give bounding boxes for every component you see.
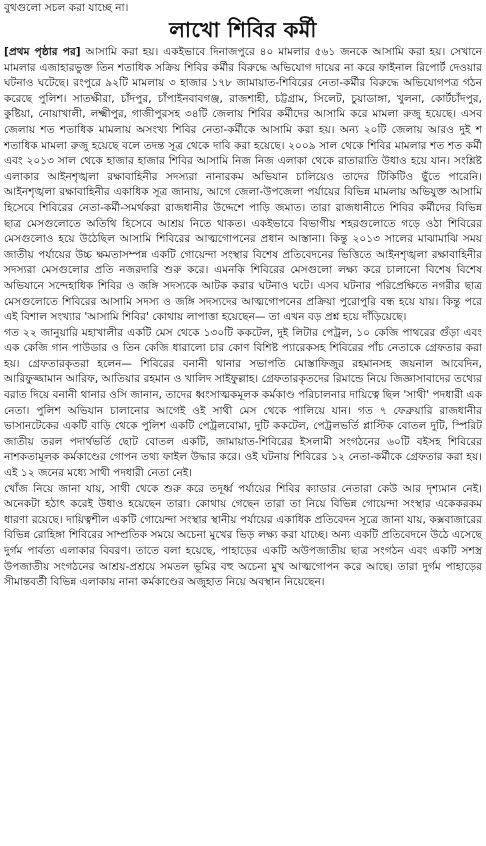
article-paragraph-2: গত ২২ জানুয়ারি মহাখালীর একটি মেস থেকে ১৩০টি ককটেল, দুই লিটার পেট্রল, ১০ কেজি পাথরের গুঁড়া এবং এক কেজি গান পাউডার ও তিন কেজি ধারালো চার কোণ বিশিষ্ট প্যারেকসহ শিবিরের পাঁচ নেতাকে গ্রেফতার করা হয়। গ্রেফতারকৃতরা হলেন— শিবিরের বনানী থানার সভাপতি মোস্তাফিজুর রহমানসহ জয়নাল আবেদিন, আরিফুজ্জামান আরিফ, আতিয়ার রহমান ও খালিদ সাইফুল্লাহ। গ্রেফতারকৃতদের রিমান্ডে নিয়ে জিজ্ঞাসাবাদের তথ্যের বরাত দিয়ে বনানী থানার ওসি জানান, তাদের ধ্বংসাত্মকমূলক কর্মকাণ্ড পরিচালনার দায়িত্বে ছিল 'সাথী' পদধারী এক নেতা। পুলিশ অভিযান চালানোর আগেই ওই সাথী মেস থেকে পালিয়ে যান। গত ৭ ফেব্রুয়ারি রাজধানীর ভাসানটেকের একটি বাড়ি থেকে পুলিশ একটি পেট্রলবোমা, দুটি ককটেল, পেট্রলভর্তি প্লাস্টিক বোতল দুটি, স্পিরিট জাতীয় তরল পদার্থভর্তি ছোট বোতল একটি, জামায়াত-শিবিরের ইসলামী সংগঠনের ৬০টি বইসহ শিবিরের নাশকতামূলক কর্মকাণ্ডের গোপন তথ্য ফাইল উদ্ধার করে। ওই ঘটনায় শিবিরের ১২ নেতা-কর্মীকে গ্রেফতার করা হয়। এই ১২ জনের মধ্যে সাথী পদধারী নেতা নেই। [4,326,482,480]
continuation-lead-in: [প্রথম পৃষ্ঠার পর] [4,46,81,58]
article-paragraph-3: খোঁজ নিয়ে জানা যায়, সাথী থেকে শুরু করে তদূর্ধ্ব পর্যায়ের শিবির ক্যাডার নেতারা কেউ আর দৃশ্যমান নেই। অনেকটা হঠাৎ করেই উধাও হয়েছেন তারা। কোথায় গেছেন তারা তা নিয়ে বিভিন্ন গোয়েন্দা সংস্থার একেকরকম ধারণা রয়েছে। দায়িত্বশীল একটি গোয়েন্দা সংস্থার স্থানীয় পর্যায়ের একাধিক প্রতিবেদন সূত্রে জানা যায়, কক্সবাজারের বিভিন্ন রোহিঙ্গা শিবিরের সাম্প্রতিক সময়ে অচেনা মুখের ভিড় লক্ষ্য করা যাচ্ছে। অন্য একটি প্রতিবেদনে উঠে এসেছে দুর্গম পার্বত্য এলাকার বিবরণ। তাতে বলা হয়েছে, পাহাড়ের একটি অউপজাতীয় ছাত্র সংগঠন এবং একটি সশস্ত্র উপজাতীয় সংগঠনের আশ্রয়-প্রশ্রয়ে সমতল ভূমির বহু অচেনা মুখ আত্মগোপন করে আছে। তারা দুর্গম পাহাড়ের সীমান্তবর্তী বিভিন্ন এলাকায় নানা কর্মকাণ্ডের অজুহাত নিয়ে অবস্থান নিয়েছেন। [4,482,482,589]
paragraph-text: আসামি করা হয়। একইভাবে দিনাজপুরে ৪০ মামলার ৫৬১ জনকে আসামি করা হয়। সেখানে মামলার এজাহারভুক্ত তিন শতাধিক সক্রিয় শিবির কর্মীর বিরুদ্ধে অভিযোগ দায়ের না করে ফাইনাল রিপোর্ট দেওয়ার ঘটনাও ঘটেছে। রংপুরে ৯২টি মামলায় ৩ হাজার ১৭৮ জামায়াত-শিবিরের নেতা-কর্মীর বিরুদ্ধে অভিযোগপত্র গঠন করেছে পুলিশ। সাতক্ষীরা, চাঁদপুর, চাঁপাইনবাবগঞ্জ, রাজশাহী, চট্টগ্রাম, সিলেট, চুয়াডাঙ্গা, খুলনা, কোর্টচাঁদপুর, কুষ্টিয়া, নোয়াখালী, লক্ষ্মীপুর, গাজীপুরসহ ৩৪টি জেলায় শিবির কর্মীদের আসামি করে মামলা রুজু হয়েছে। এসব জেলায় শত শতাধিক মামলায় অসংখ্য শিবির নেতা-কর্মীকে আসামি করা হয়। অন্য ২০টি জেলায় আরও দুই শ শতাধিক মামলা রুজু হয়েছে বলে তদন্ত সূত্র থেকে দাবি করা হয়েছে। ২০০৯ সাল থেকে শিবির মামলার শত শত কর্মী এবং ২০১৩ সাল থেকে হাজার হাজার শিবির আসামি নিজ নিজ এলাকা থেকে রাতারাতি উধাও হয়ে যান। সংশ্লিষ্ট এলাকার আইনশৃঙ্খলা রক্ষাবাহিনীর সদস্যরা নানারকম অভিযান চালিয়েও তাদের টিকিটিও ছুঁতে পারেনি। আইনশৃঙ্খলা রক্ষাবাহিনীর একাধিক সূত্র জানায়, আগে জেলা-উপজেলা পর্যায়ের বিভিন্ন মামলায় অভিযুক্ত আসামি হিসেবে শিবিরের নেতা-কর্মী-সমর্থকরা রাজধানীর উদ্দেশে পাড়ি জমাত। তারা রাজধানীতে শিবির কর্মীদের বিভিন্ন ছাত্র মেসগুলোতে অতিথি হিসেবে আশ্রয় নিতে থাকত। একইভাবে বিভাগীয় শহরগুলোতে গড়ে ওঠা শিবিরের মেসগুলোও হয়ে উঠেছিল আসামি শিবিরের আত্মগোপনের প্রধান আস্তানা। কিন্তু ২০১৩ সালের মাঝামাঝি সময় জাতীয় পর্যায়ের উচ্চ ক্ষমতাসম্পন্ন একটি গোয়েন্দা সংস্থার বিশেষ প্রতিবেদনের ভিত্তিতে আইনশৃঙ্খলা রক্ষাবাহিনীর সদস্যরা মেসগুলোর প্রতি নজরদারি শুরু করে। এমনকি শিবিরের মেসগুলো লক্ষ্য করে চালানো বিশেষ বিশেষ অভিযানে সন্দেহাধিক শিবির ও জঙ্গি সদস্যকে আটক করার ঘটনাও ঘটে। এসব ঘটনার পরিপ্রেক্ষিতে নগরীর ছাত্র মেসগুলোতে শিবিরের আসামি সদস্য ও জঙ্গি সদস্যদের আত্মগোপনের প্রক্রিয়া পুরোপুরি বন্ধ হয়ে যায়। কিন্তু পরে এই বিশাল সংখ্যার 'আসামি শিবির' কোথায় লাপাত্তা হয়েছেন— তা এখন বড় প্রশ্ন হয়ে দাঁড়িয়েছে। [4,46,482,324]
previous-article-tail: বুথগুলো সচল করা যাচ্ছে না। [4,2,129,14]
article-paragraph-1 [4,45,482,326]
article-body [4,45,482,591]
headline: লাখো শিবির কর্মী [169,18,317,42]
headline-block [4,15,482,45]
